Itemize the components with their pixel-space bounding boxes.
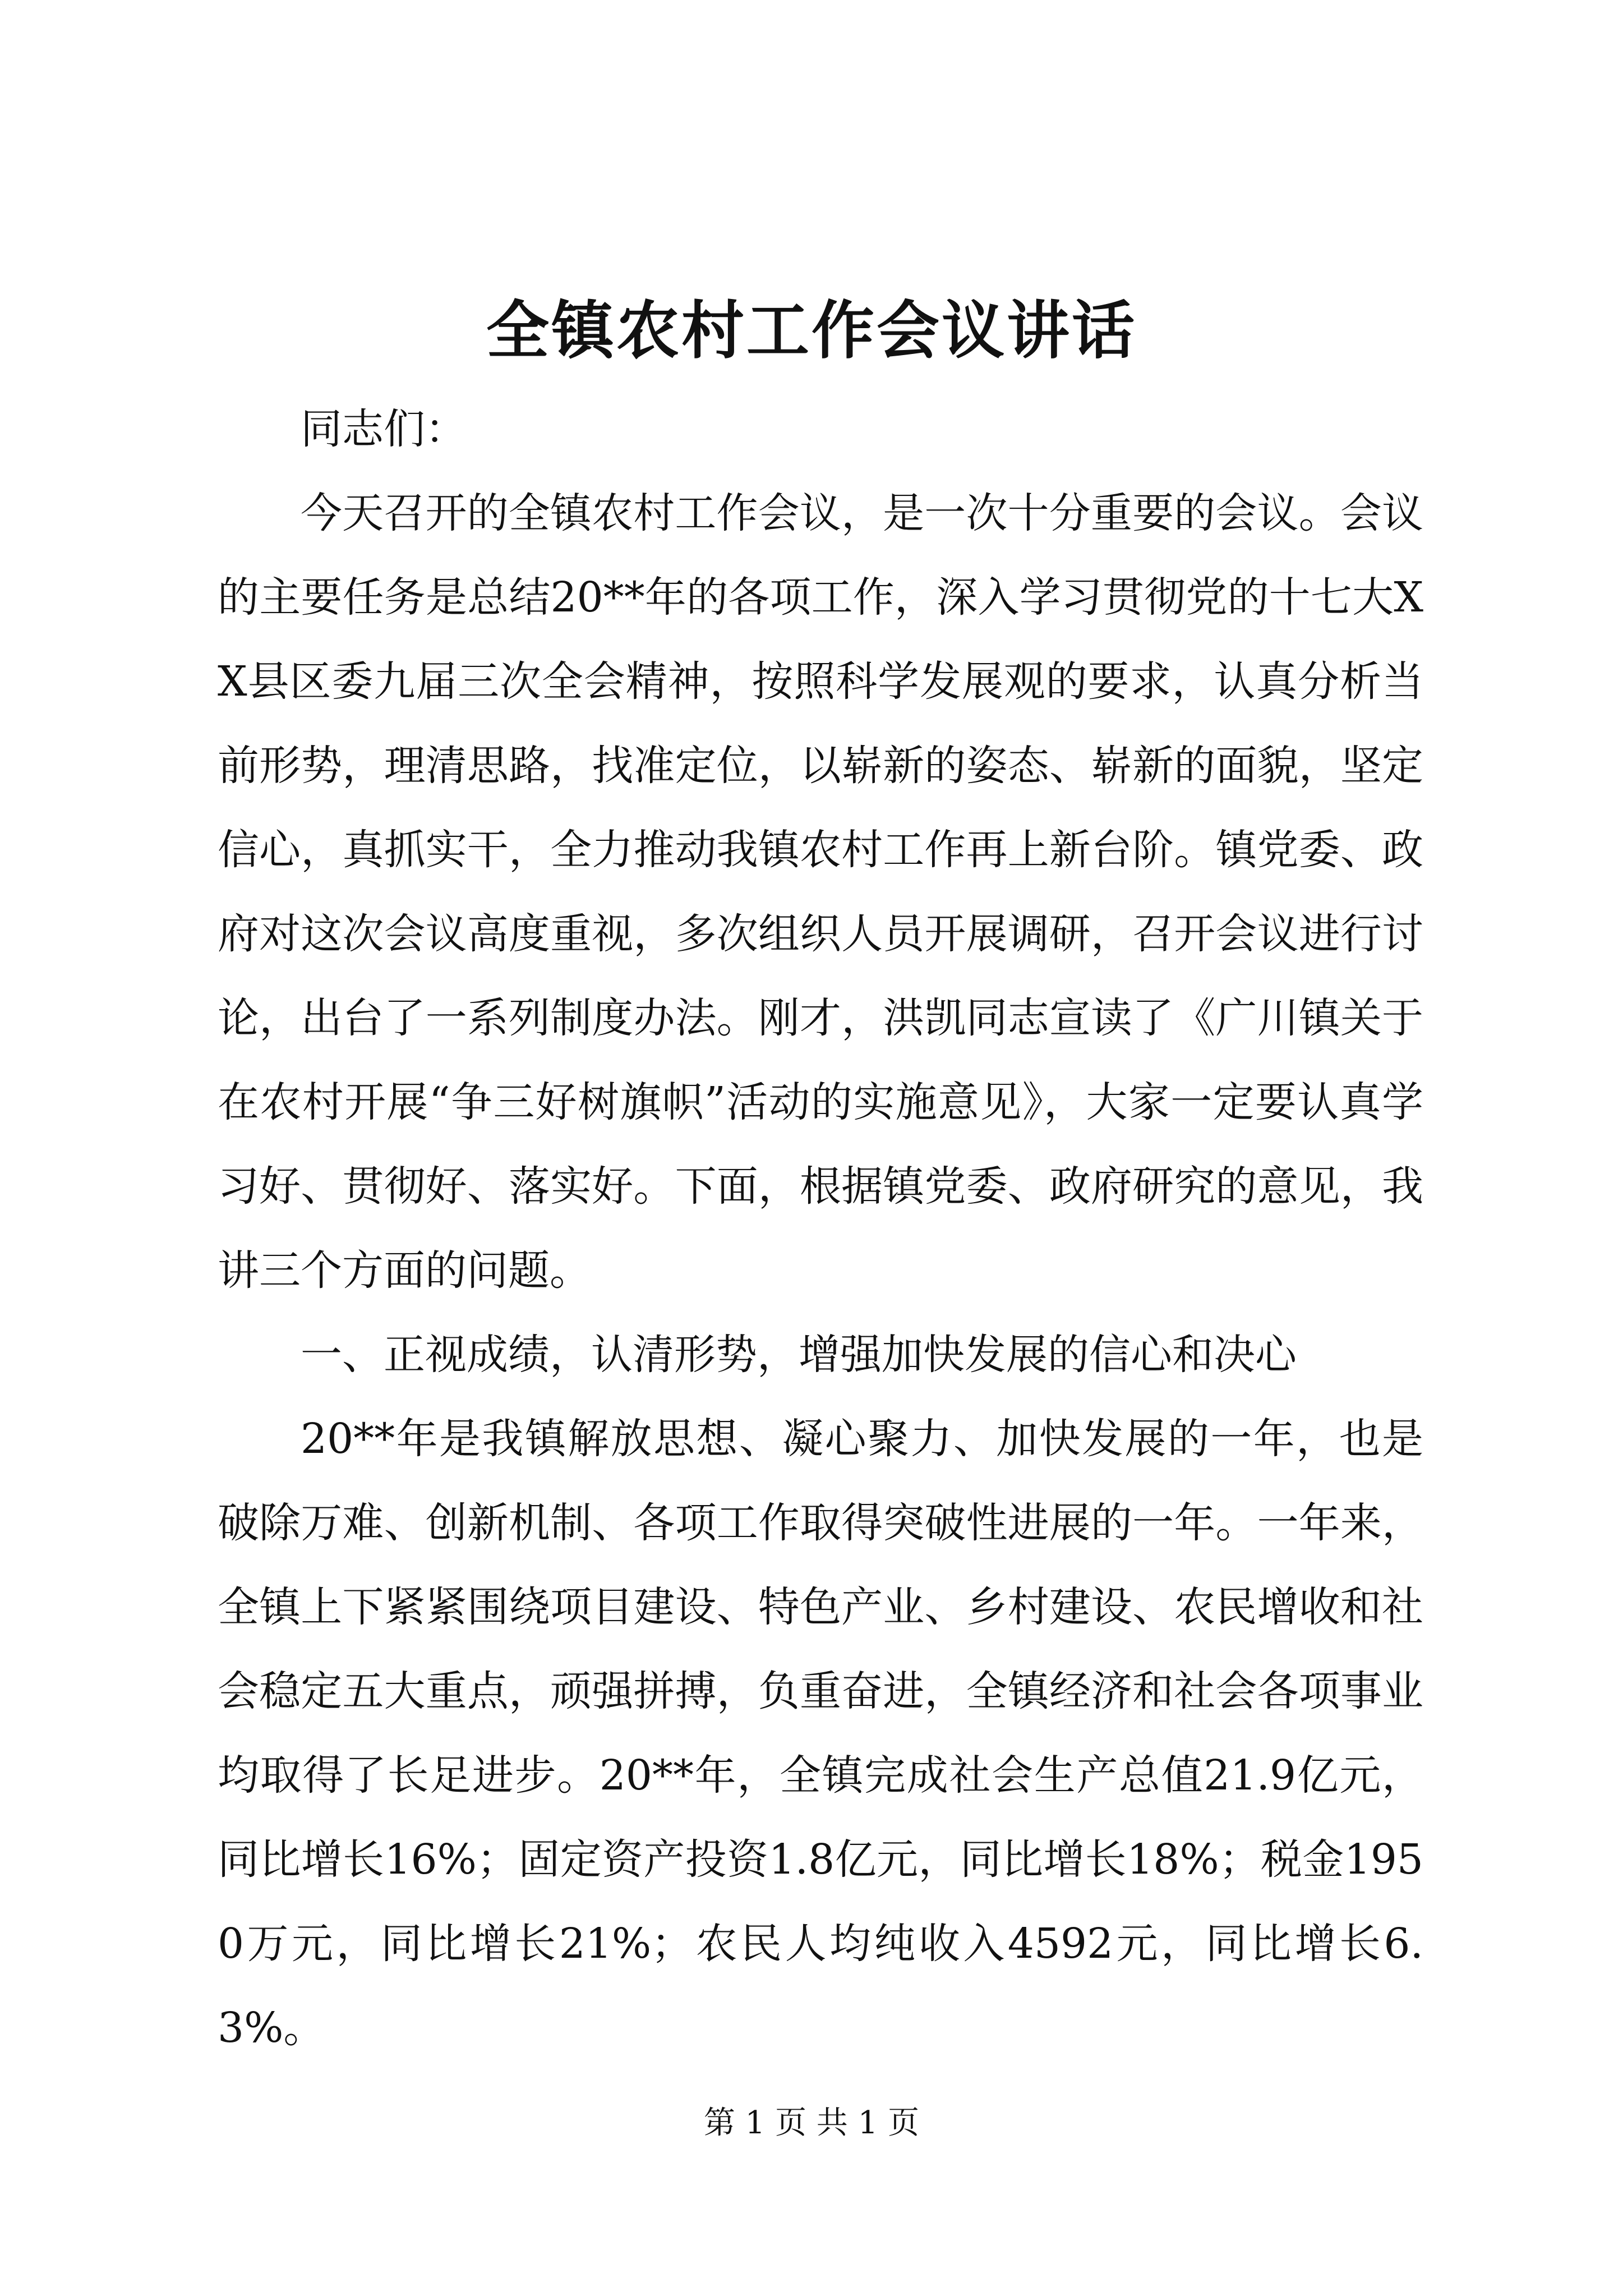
document-title: 全镇农村工作会议讲话: [486, 294, 1137, 367]
page-footer: 第 1 页 共 1 页: [703, 2105, 920, 2141]
section-heading: 一、正视成绩，认清形势，增强加快发展的信心和决心: [301, 1331, 1297, 1379]
achievements-paragraph: 20**年是我镇解放思想、凝心聚力、加快发展的一年，也是破除万难、创新机制、各项工作取得突破性进展的一年。一年来，全镇上下紧紧围绕项目建设、特色产业、乡村建设、农民增收和社会稳定五大重点，顽强拼搏，负重奋进，全镇经济和社会各项事业均取得了长足进步。20**年，全镇完成社会生产总值21.9亿元，同比增长16%；固定资产投资1.8亿元，同比增长18%；税金1950万元，同比增长21%；农民人均纯收入4592元，同比增长6.3%。: [218, 1415, 1423, 2052]
intro-paragraph: 今天召开的全镇农村工作会议，是一次十分重要的会议。会议的主要任务是总结20**年的各项工作，深入学习贯彻党的十七大XX县区委九届三次全会精神，按照科学发展观的要求，认真分析当前形势，理清思路，找准定位，以崭新的姿态、崭新的面貌，坚定信心，真抓实干，全力推动我镇农村工作再上新台阶。镇党委、政府对这次会议高度重视，多次组织人员开展调研，召开会议进行讨论，出台了一系列制度办法。刚才，洪凯同志宣读了《广川镇关于在农村开展“争三好树旗帜”活动的实施意见》，大家一定要认真学习好、贯彻好、落实好。下面，根据镇党委、政府研究的意见，我讲三个方面的问题。: [218, 489, 1423, 1295]
document-body: [218, 387, 1423, 2070]
salutation-paragraph: 同志们：: [301, 405, 467, 453]
